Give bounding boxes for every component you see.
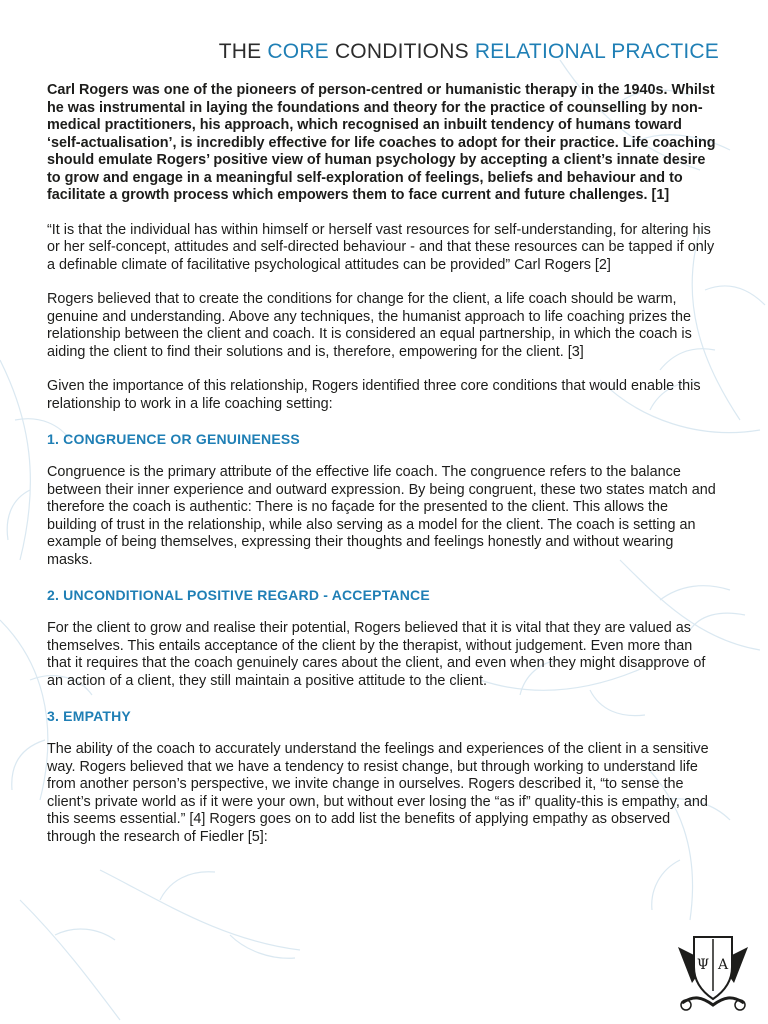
title-text-conditions: CONDITIONS bbox=[328, 40, 475, 63]
intro-paragraph: Carl Rogers was one of the pioneers of person-centred or humanistic therapy in the 1940s. Whilst he was instrumental in laying the foundations and theory for the practice of counselling by non-medical practitioners, his approach, which recognised an inbuilt tendency of humans toward ‘self-actualisation’, is incredibly effective for life coaches to adopt for their practice. Life coaching should emulate Rogers’ positive view of human psychology by accepting a client’s innate desire to grow and engage in a meaningful self-exploration of feelings, beliefs and behaviour and to facilitate a growth process which empowers them to face current and future challenges. [1] bbox=[47, 82, 716, 203]
title-text-core: CORE bbox=[267, 40, 329, 63]
section-heading-positive-regard: 2. UNCONDITIONAL POSITIVE REGARD - ACCEPTANCE bbox=[47, 587, 430, 603]
academy-crest-logo bbox=[672, 925, 754, 1013]
page-title bbox=[219, 40, 719, 64]
logo-psi-letter: Ψ bbox=[696, 957, 710, 973]
section-body-empathy: The ability of the coach to accurately understand the feelings and experiences of the client in a sensitive way. Rogers believed that we have a tendency to resist change, but through working to understand life from another person’s perspective, we invite change in ourselves. Rogers described it, “to sense the client’s private world as if it were your own, but without ever losing the “as if” quality-this is empathy, and this seems essential.” [4] Rogers goes on to add list the benefits of applying empathy as observed through the research of Fiedler [5]: bbox=[47, 741, 709, 845]
logo-a-letter: A bbox=[717, 957, 729, 973]
rogers-quote-paragraph: “It is that the individual has within himself or herself vast resources for self-understanding, for altering his or her self-concept, attitudes and self-directed behaviour - and that these resources can be tapped if only a definable climate of facilitative psychological attitudes can be provided” Carl Rogers [2] bbox=[47, 221, 715, 273]
conditions-paragraph: Rogers believed that to create the conditions for change for the client, a life coach should be warm, genuine and understanding. Above any techniques, the humanist approach to life coaching prizes the relationship between the client and coach. It is considered an equal partnership, in which the coach is aiding the client to find their solutions and is, therefore, empowering for the client. [3] bbox=[47, 291, 692, 360]
section-heading-congruence: 1. CONGRUENCE OR GENUINENESS bbox=[47, 431, 300, 447]
section-heading-empathy: 3. EMPATHY bbox=[47, 708, 131, 724]
title-text-relational-practice: RELATIONAL PRACTICE bbox=[474, 40, 719, 63]
title-text-the: THE bbox=[218, 40, 268, 63]
document-body bbox=[47, 82, 719, 863]
importance-paragraph: Given the importance of this relationship, Rogers identified three core conditions that would enable this relationship to work in a life coaching setting: bbox=[47, 378, 701, 412]
section-body-congruence: Congruence is the primary attribute of the effective life coach. The congruence refers to the balance between their inner experience and outward expression. By being congruent, these two states match and therefore the coach is authentic: There is no façade for the presented to the client. This allows the building of trust in the relationship, while also serving as a model for the client. The coach is setting an example of being themselves, expressing their thoughts and feelings honestly and without wearing masks. bbox=[47, 464, 716, 568]
section-body-positive-regard: For the client to grow and realise their potential, Rogers believed that it is vital that they are valued as themselves. This entails acceptance of the client by the therapist, without judgement. Even more than that it requires that the coach genuinely cares about the client, and even when they might disapprove of an action of a client, they still maintain a positive attitude to the client. bbox=[47, 620, 706, 689]
